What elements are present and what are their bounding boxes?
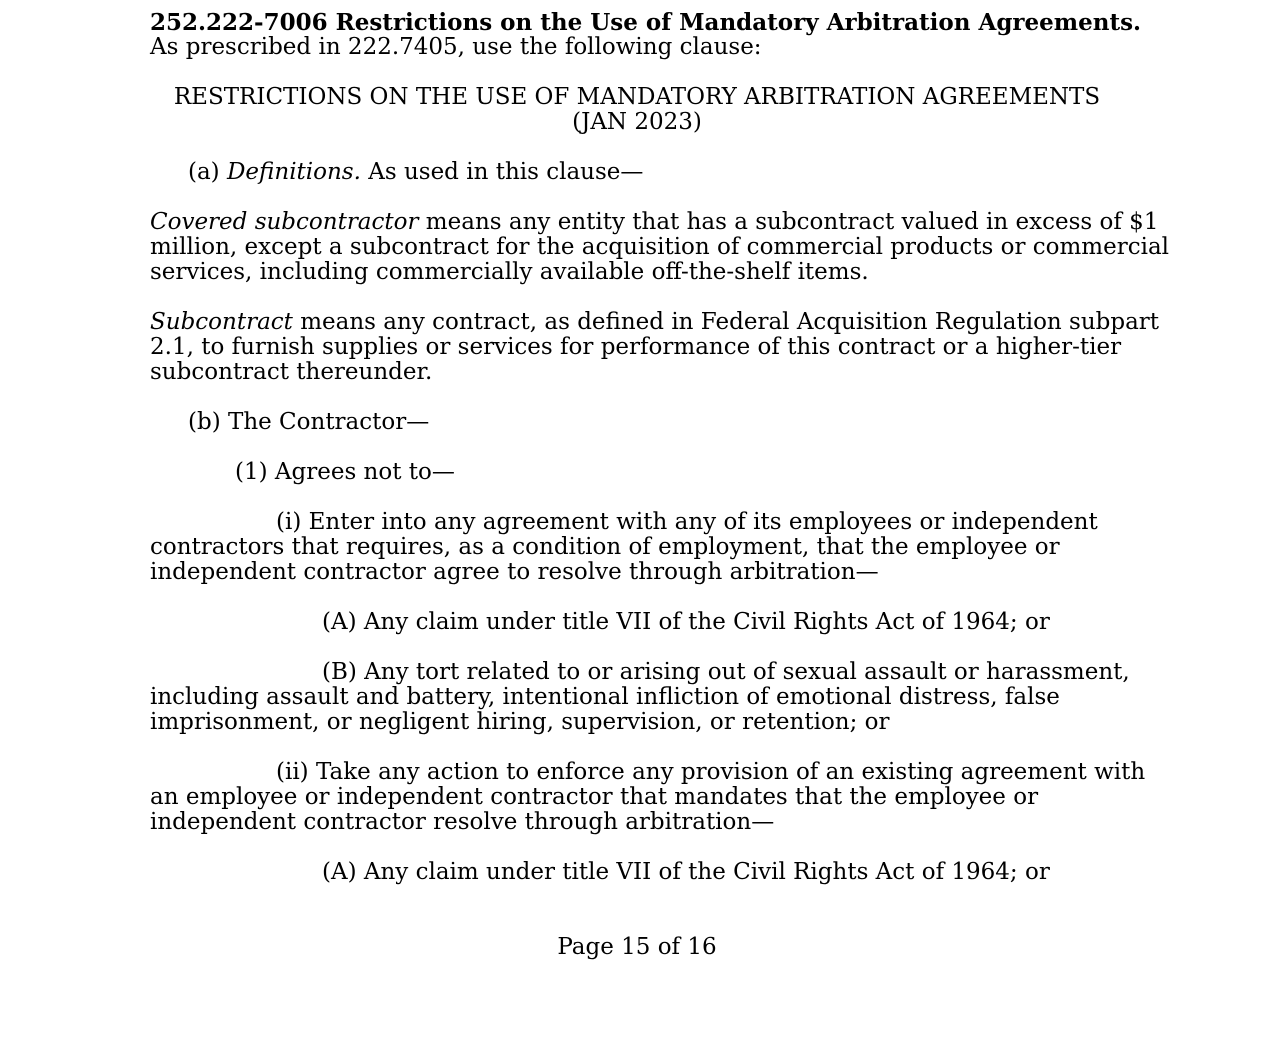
paragraph-a-prefix: (a): [188, 159, 227, 185]
paragraph-b1ii-line2: an employee or independent contractor that mandates that the employee or: [150, 784, 1039, 810]
definition-covered-subcontractor-line3: services, including commercially available off-the-shelf items.: [150, 259, 869, 285]
paragraph-b1iB-line2: including assault and battery, intentional infliction of emotional distress, false: [150, 684, 1060, 710]
definition-term: Subcontract: [150, 309, 293, 335]
definition-subcontract-line3: subcontract thereunder.: [150, 359, 433, 385]
clause-title: RESTRICTIONS ON THE USE OF MANDATORY ARBITRATION AGREEMENTS: [173, 84, 1101, 110]
definition-term: Covered subcontractor: [150, 209, 419, 235]
paragraph-b1i-line2: contractors that requires, as a condition of employment, that the employee or: [150, 534, 1060, 560]
definition-text: means any contract, as defined in Federal Acquisition Regulation subpart: [292, 309, 1160, 335]
paragraph-b1ii-line1: (ii) Take any action to enforce any provision of an existing agreement with: [276, 759, 1146, 785]
definition-covered-subcontractor-line2: million, except a subcontract for the acquisition of commercial products or commercial: [150, 234, 1170, 260]
section-heading: 252.222-7006 Restrictions on the Use of Mandatory Arbitration Agreements.: [150, 9, 1142, 36]
paragraph-a: [188, 160, 1168, 185]
paragraph-b1ii-line3: independent contractor resolve through arbitration—: [150, 809, 775, 835]
clause-date: (JAN 2023): [572, 109, 702, 135]
paragraph-b: (b) The Contractor—: [188, 409, 430, 435]
paragraph-b1iB-line3: imprisonment, or negligent hiring, supervision, or retention; or: [150, 709, 890, 735]
definition-subcontract-line1: [150, 309, 1160, 335]
paragraph-b1iA: (A) Any claim under title VII of the Civil Rights Act of 1964; or: [322, 609, 1050, 635]
definition-text: means any entity that has a subcontract valued in excess of $1: [418, 209, 1159, 235]
paragraph-a-term: Definitions.: [226, 159, 361, 185]
page-number: Page 15 of 16: [557, 934, 717, 960]
definition-covered-subcontractor-line1: [150, 209, 1159, 235]
prescription-text: As prescribed in 222.7405, use the following clause:: [150, 34, 762, 60]
paragraph-b1iiA: (A) Any claim under title VII of the Civil Rights Act of 1964; or: [322, 859, 1050, 885]
paragraph-b1i-line1: (i) Enter into any agreement with any of its employees or independent: [276, 509, 1098, 535]
paragraph-b1iB-line1: (B) Any tort related to or arising out of sexual assault or harassment,: [322, 659, 1130, 685]
definition-subcontract-line2: 2.1, to furnish supplies or services for performance of this contract or a higher-tier: [150, 334, 1122, 360]
paragraph-b1: (1) Agrees not to—: [235, 459, 455, 485]
paragraph-b1i-line3: independent contractor agree to resolve through arbitration—: [150, 559, 879, 585]
paragraph-a-text: As used in this clause—: [360, 159, 644, 185]
